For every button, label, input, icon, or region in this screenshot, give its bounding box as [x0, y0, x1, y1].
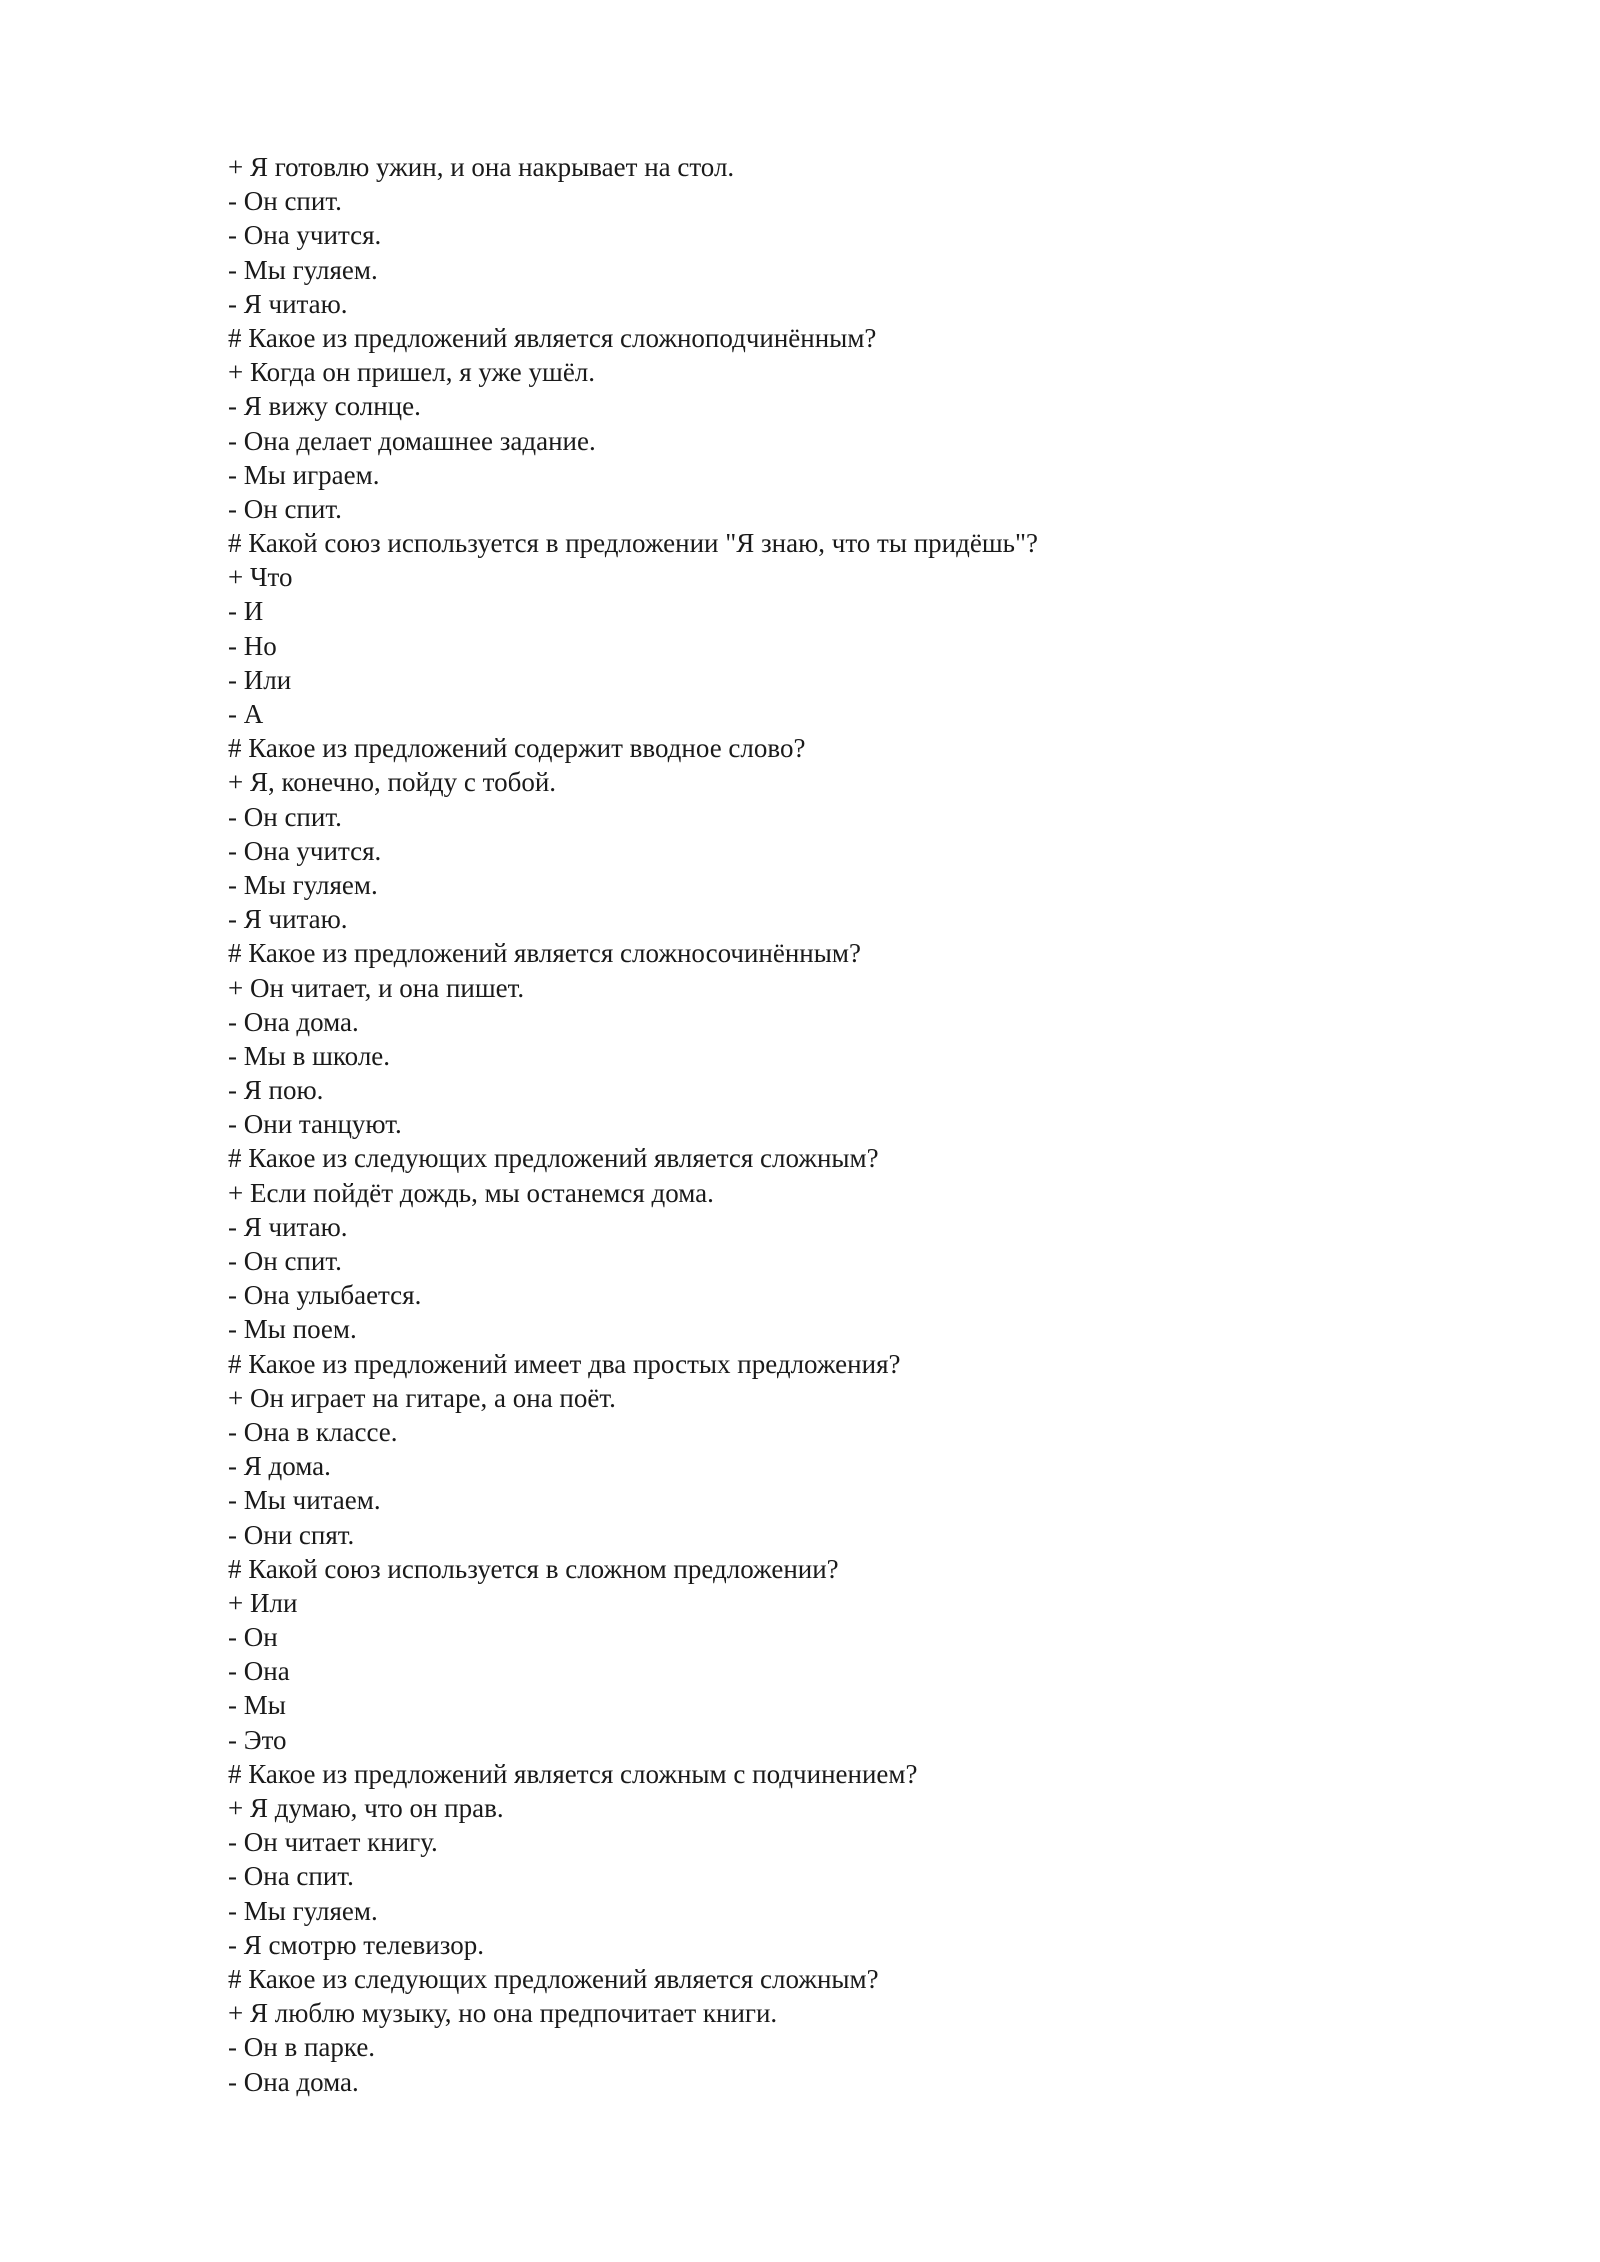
wrong-answer-line: - Я читаю.: [228, 1211, 348, 1242]
wrong-answer-line: - Мы гуляем.: [228, 254, 378, 285]
wrong-answer-line: - Я пою.: [228, 1075, 324, 1106]
question-line: # Какое из следующих предложений является сложным?: [228, 1143, 879, 1174]
correct-answer-line: + Если пойдёт дождь, мы останемся дома.: [228, 1177, 714, 1208]
wrong-answer-line: - Он спит.: [228, 186, 342, 217]
question-line: # Какое из предложений содержит вводное слово?: [228, 733, 806, 764]
question-line: # Какое из следующих предложений является сложным?: [228, 1963, 879, 1994]
wrong-answer-line: - Я дома.: [228, 1451, 331, 1482]
document-text: [228, 150, 1428, 2099]
wrong-answer-line: - Мы поем.: [228, 1314, 357, 1345]
question-line: # Какое из предложений является сложноподчинённым?: [228, 322, 877, 353]
correct-answer-line: + Я готовлю ужин, и она накрывает на стол.: [228, 152, 735, 182]
wrong-answer-line: - Это: [228, 1724, 287, 1755]
wrong-answer-line: - Мы читаем.: [228, 1485, 381, 1516]
wrong-answer-line: - Он: [228, 1622, 278, 1653]
question-line: # Какое из предложений является сложным с подчинением?: [228, 1758, 918, 1789]
wrong-answer-line: - Или: [228, 664, 292, 695]
wrong-answer-line: - А: [228, 699, 264, 729]
wrong-answer-line: - Они спят.: [228, 1519, 355, 1550]
correct-answer-line: + Он читает, и она пишет.: [228, 972, 525, 1003]
wrong-answer-line: - Я читаю.: [228, 904, 348, 935]
wrong-answer-line: - Они танцуют.: [228, 1109, 402, 1140]
correct-answer-line: + Или: [228, 1587, 298, 1618]
wrong-answer-line: - Мы: [228, 1690, 286, 1721]
wrong-answer-line: - Она спит.: [228, 1861, 354, 1892]
correct-answer-line: + Он играет на гитаре, а она поёт.: [228, 1382, 616, 1413]
wrong-answer-line: - Он спит.: [228, 801, 342, 832]
wrong-answer-line: - Но: [228, 630, 277, 661]
wrong-answer-line: - Она дома.: [228, 2066, 359, 2097]
wrong-answer-line: - Мы гуляем.: [228, 1895, 378, 1926]
wrong-answer-line: - Она в классе.: [228, 1416, 398, 1447]
wrong-answer-line: - Мы гуляем.: [228, 869, 378, 900]
correct-answer-line: + Я, конечно, пойду с тобой.: [228, 767, 557, 798]
question-line: # Какой союз используется в предложении "Я знаю, что ты придёшь"?: [228, 528, 1038, 559]
wrong-answer-line: - Мы играем.: [228, 459, 380, 490]
wrong-answer-line: - Он читает книгу.: [228, 1827, 438, 1858]
wrong-answer-line: - Она улыбается.: [228, 1280, 422, 1311]
wrong-answer-line: - Она учится.: [228, 835, 382, 866]
wrong-answer-line: - Он спит.: [228, 1246, 342, 1276]
wrong-answer-line: - Он спит.: [228, 493, 342, 524]
wrong-answer-line: - Она учится.: [228, 220, 382, 251]
wrong-answer-line: - И: [228, 596, 264, 627]
wrong-answer-line: - Она дома.: [228, 1006, 359, 1037]
correct-answer-line: + Я думаю, что он прав.: [228, 1793, 504, 1823]
question-line: # Какое из предложений имеет два простых предложения?: [228, 1348, 901, 1379]
correct-answer-line: + Что: [228, 562, 293, 593]
correct-answer-line: + Я люблю музыку, но она предпочитает книги.: [228, 1998, 778, 2029]
wrong-answer-line: - Я вижу солнце.: [228, 391, 421, 422]
wrong-answer-line: - Она: [228, 1656, 290, 1687]
wrong-answer-line: - Я смотрю телевизор.: [228, 1929, 484, 1960]
correct-answer-line: + Когда он пришел, я уже ушёл.: [228, 357, 596, 388]
wrong-answer-line: - Он в парке.: [228, 2032, 376, 2063]
question-line: # Какое из предложений является сложносочинённым?: [228, 938, 861, 969]
wrong-answer-line: - Мы в школе.: [228, 1040, 391, 1071]
question-line: # Какой союз используется в сложном предложении?: [228, 1553, 839, 1584]
wrong-answer-line: - Я читаю.: [228, 288, 348, 319]
wrong-answer-line: - Она делает домашнее задание.: [228, 425, 596, 456]
